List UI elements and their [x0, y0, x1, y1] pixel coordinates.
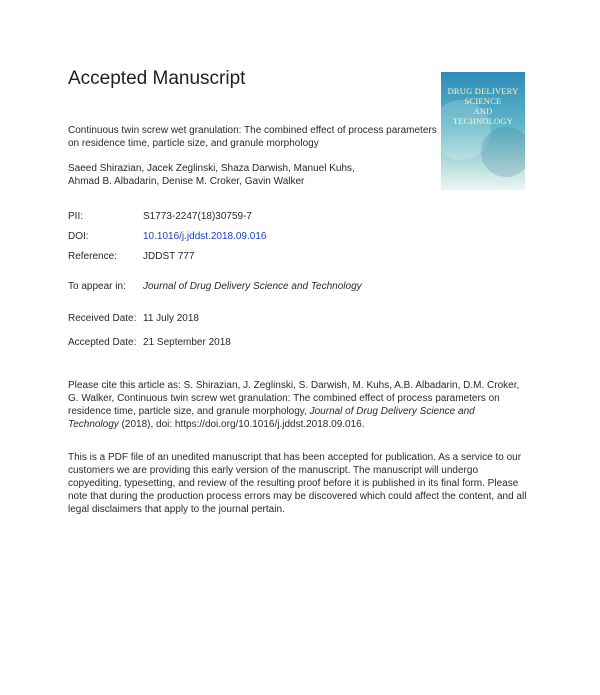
cover-title-line: SCIENCE [464, 96, 502, 106]
citation-journal: Journal of Drug Delivery Science and Technology [68, 406, 475, 430]
meta-value: S1773-2247(18)30759-7 [143, 211, 252, 222]
cover-title-line: DRUG DELIVERY [447, 86, 519, 96]
cover-logos [441, 172, 525, 184]
meta-label: DOI: [68, 231, 89, 242]
article-authors: Saeed Shirazian, Jacek Zeglinski, Shaza Darwish, Manuel Kuhs, Ahmad B. Albadarin, Denise M. Croker, Gavin Walker [68, 163, 355, 187]
meta-value: 21 September 2018 [143, 337, 231, 348]
cover-decoration [481, 127, 525, 177]
meta-label: Accepted Date: [68, 337, 137, 348]
page-heading: Accepted Manuscript [68, 68, 246, 89]
citation-doi-text: (2018), doi: https://doi.org/10.1016/j.jddst.2018.09.016. [118, 419, 365, 430]
notice-paragraph: This is a PDF file of an unedited manuscript that has been accepted for publication. As a service to our customers we are providing this early version of the manuscript. The manuscript will undergo copyediting, typesetting, and review of the resulting proof before it is published in its final form. Please note that during the production process errors may be discovered which could affect the content, and all legal disclaimers that apply to the journal pertain. [68, 452, 527, 515]
cover-title [445, 86, 521, 126]
doi-link[interactable]: 10.1016/j.jddst.2018.09.016 [143, 231, 267, 242]
meta-value: 11 July 2018 [143, 313, 199, 324]
meta-value: JDDST 777 [143, 251, 195, 262]
meta-label: To appear in: [68, 281, 126, 292]
meta-label: Received Date: [68, 313, 137, 324]
citation-text: Please cite this article as: S. Shirazian, J. Zeglinski, S. Darwish, M. Kuhs, A.B. Albadarin, D.M. Croker, G. Walker, Continuous twin screw wet granulation: The combined effect of process parameters on residence time, particle size, and granule morphology, [68, 380, 520, 417]
meta-value: Journal of Drug Delivery Science and Technology [143, 281, 362, 292]
meta-label: PII: [68, 211, 84, 222]
citation-paragraph [68, 379, 528, 431]
journal-cover-image [441, 72, 525, 190]
meta-label: Reference: [68, 251, 117, 262]
article-title: Continuous twin screw wet granulation: The combined effect of process parameters on residence time, particle size, and granule morphology [68, 125, 437, 149]
cover-title-line: AND TECHNOLOGY [452, 106, 514, 126]
